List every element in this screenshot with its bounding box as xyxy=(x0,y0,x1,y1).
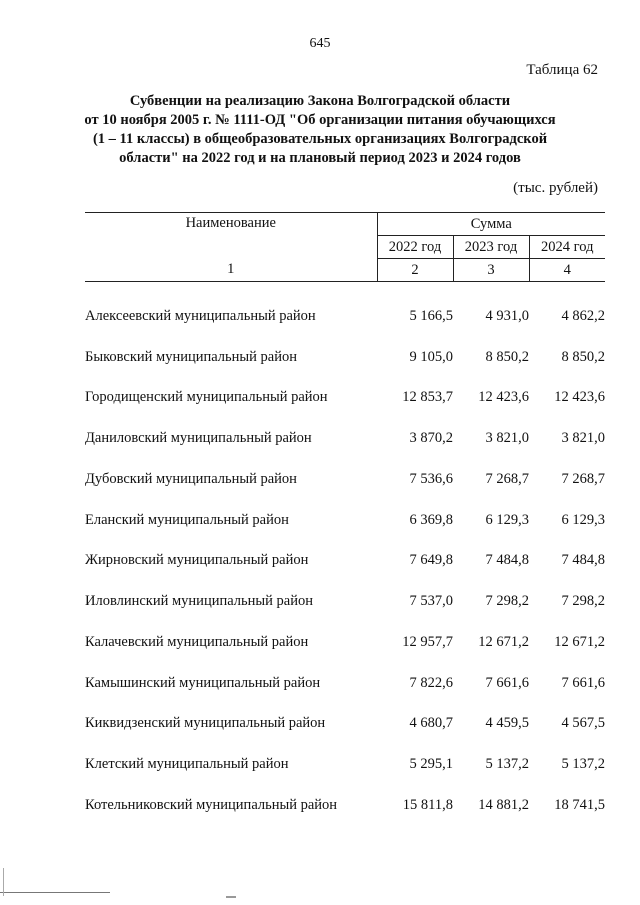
row-value-2022: 7 822,6 xyxy=(409,674,453,691)
row-value-2022: 15 811,8 xyxy=(402,796,453,813)
row-value-2022: 12 957,7 xyxy=(402,633,453,650)
row-name: Клетский муниципальный район xyxy=(85,756,289,773)
title-line: области" на 2022 год и на плановый период 2023 и 2024 годов xyxy=(119,150,521,166)
column-index-4: 4 xyxy=(529,259,605,282)
table-header xyxy=(85,213,605,282)
row-value-2024: 7 298,2 xyxy=(561,593,606,610)
table-row xyxy=(85,704,605,745)
row-value-2024: 7 484,8 xyxy=(561,552,606,569)
table-row xyxy=(85,663,605,704)
units-label: (тыс. рублей) xyxy=(513,180,598,196)
row-value-2024: 7 268,7 xyxy=(561,470,606,487)
row-value-2022: 6 369,8 xyxy=(409,511,453,528)
table-row xyxy=(85,581,605,622)
row-value-2023: 3 821,0 xyxy=(485,430,529,447)
row-value-2024: 7 661,6 xyxy=(561,674,606,691)
row-value-2023: 14 881,2 xyxy=(478,796,529,813)
table-row xyxy=(85,785,605,826)
scan-edge-mark xyxy=(3,868,4,896)
column-index-3: 3 xyxy=(453,259,529,282)
row-value-2022: 7 649,8 xyxy=(409,552,453,569)
row-value-2022: 4 680,7 xyxy=(409,715,453,732)
row-value-2024: 18 741,5 xyxy=(554,796,606,813)
row-name: Дубовский муниципальный район xyxy=(85,470,297,487)
header-year-2024: 2024 год xyxy=(529,236,605,259)
row-value-2022: 3 870,2 xyxy=(409,430,453,447)
row-name: Котельниковский муниципальный район xyxy=(85,796,338,813)
table-body xyxy=(85,282,605,826)
row-name: Жирновский муниципальный район xyxy=(85,552,309,569)
scan-mark xyxy=(226,896,236,898)
table-row xyxy=(85,500,605,541)
row-value-2023: 6 129,3 xyxy=(485,511,529,528)
row-name: Алексеевский муниципальный район xyxy=(85,307,316,324)
row-value-2023: 12 671,2 xyxy=(478,633,529,650)
scan-edge-line xyxy=(0,892,110,893)
row-name: Даниловский муниципальный район xyxy=(85,430,312,447)
row-value-2022: 9 105,0 xyxy=(409,348,453,365)
title-line: от 10 ноября 2005 г. № 1111-ОД "Об организации питания обучающихся xyxy=(84,112,556,128)
header-year-2022: 2022 год xyxy=(377,236,453,259)
table-spacer xyxy=(85,282,605,297)
table-label: Таблица 62 xyxy=(526,62,598,78)
row-name: Киквидзенский муниципальный район xyxy=(85,715,326,732)
row-value-2024: 5 137,2 xyxy=(561,756,606,773)
row-value-2024: 4 567,5 xyxy=(561,715,606,732)
row-value-2023: 12 423,6 xyxy=(478,389,529,406)
row-value-2023: 5 137,2 xyxy=(485,756,529,773)
row-name: Камышинский муниципальный район xyxy=(85,674,321,691)
row-value-2024: 6 129,3 xyxy=(561,511,606,528)
row-value-2022: 12 853,7 xyxy=(402,389,453,406)
row-value-2024: 12 671,2 xyxy=(554,633,606,650)
table-row xyxy=(85,296,605,337)
row-name: Городищенский муниципальный район xyxy=(85,389,328,406)
row-value-2023: 7 484,8 xyxy=(485,552,529,569)
table-row xyxy=(85,744,605,785)
subsidy-table xyxy=(85,212,605,826)
row-value-2023: 4 931,0 xyxy=(485,307,529,324)
row-name: Быковский муниципальный район xyxy=(85,348,297,365)
title-line: Субвенции на реализацию Закона Волгоградской области xyxy=(129,93,511,109)
row-value-2023: 7 298,2 xyxy=(485,593,529,610)
table-row xyxy=(85,418,605,459)
row-value-2023: 4 459,5 xyxy=(485,715,529,732)
row-name: Еланский муниципальный район xyxy=(85,511,289,528)
page-number: 645 xyxy=(309,36,331,51)
header-sum: Сумма xyxy=(377,213,605,236)
row-name: Калачевский муниципальный район xyxy=(85,633,309,650)
table-row xyxy=(85,459,605,500)
row-value-2023: 7 268,7 xyxy=(485,470,529,487)
row-value-2024: 4 862,2 xyxy=(561,307,606,324)
title-line: (1 – 11 классы) в общеобразовательных организациях Волгоградской xyxy=(92,131,548,147)
row-name: Иловлинский муниципальный район xyxy=(85,593,313,610)
row-value-2023: 8 850,2 xyxy=(485,348,529,365)
document-title xyxy=(70,92,570,168)
row-value-2024: 8 850,2 xyxy=(561,348,606,365)
row-value-2022: 7 536,6 xyxy=(409,470,453,487)
row-value-2024: 3 821,0 xyxy=(561,430,606,447)
row-value-2023: 7 661,6 xyxy=(485,674,529,691)
column-index-1: 1 xyxy=(85,259,377,282)
column-index-2: 2 xyxy=(377,259,453,282)
header-name: Наименование xyxy=(85,213,377,259)
table-row xyxy=(85,541,605,582)
table-row xyxy=(85,622,605,663)
table-row xyxy=(85,337,605,378)
table-row xyxy=(85,378,605,419)
header-year-2023: 2023 год xyxy=(453,236,529,259)
row-value-2022: 5 295,1 xyxy=(409,756,453,773)
row-value-2024: 12 423,6 xyxy=(554,389,606,406)
subsidy-table-container xyxy=(85,212,605,826)
row-value-2022: 7 537,0 xyxy=(409,593,453,610)
row-value-2022: 5 166,5 xyxy=(409,307,453,324)
